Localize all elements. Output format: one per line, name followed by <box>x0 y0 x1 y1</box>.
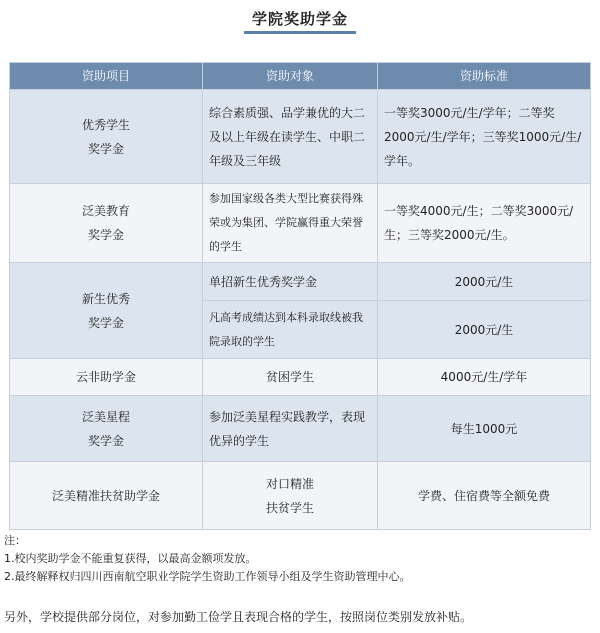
item-cell: 泛美精准扶贫助学金 <box>10 462 203 530</box>
header-cell: 资助标准 <box>378 63 591 90</box>
note-line: 1.校内奖助学金不能重复获得，以最高金额项发放。 <box>4 552 257 565</box>
item-line: 奖学金 <box>87 228 124 242</box>
item-cell <box>10 90 203 184</box>
item-line: 奖学金 <box>87 141 124 156</box>
item-cell <box>10 263 203 359</box>
standard-cell: 2000元/生 <box>378 263 591 301</box>
footer-text: 另外，学校提供部分岗位，对参加勤工俭学且表现合格的学生，按照岗位类别发放补贴。 <box>4 610 473 624</box>
item-line: 泛美星程 <box>81 409 130 424</box>
item-line: 奖学金 <box>87 433 124 448</box>
note-line: 注： <box>4 534 26 547</box>
target-cell: 综合素质强、品学兼优的大二及以上年级在读学生、中职二年级及三年级 <box>203 90 378 184</box>
target-cell: 参加国家级各类大型比赛获得殊荣或为集团、学院赢得重大荣誉的学生 <box>203 184 378 263</box>
title-area <box>0 0 600 34</box>
table-row <box>10 396 591 462</box>
table-header-row <box>10 63 591 90</box>
item-line: 泛美教育 <box>81 204 130 218</box>
target-cell <box>203 462 378 530</box>
target-cell: 凡高考成绩达到本科录取线被我院录取的学生 <box>203 301 378 359</box>
target-line: 扶贫学生 <box>265 500 314 515</box>
note-line: 2.最终解释权归四川西南航空职业学院学生资助工作领导小组及学生资助管理中心。 <box>4 570 411 583</box>
item-cell: 云非助学金 <box>10 359 203 396</box>
item-line: 优秀学生 <box>81 117 130 132</box>
page-title: 学院奖助学金 <box>244 8 356 34</box>
target-cell: 参加泛美星程实践教学，表现优异的学生 <box>203 396 378 462</box>
table-row <box>10 90 591 184</box>
scholarship-table <box>9 62 591 530</box>
header-cell: 资助对象 <box>203 63 378 90</box>
target-cell: 贫困学生 <box>203 359 378 396</box>
table-row <box>10 359 591 396</box>
item-line: 奖学金 <box>87 315 124 330</box>
standard-cell: 一等奖3000元/生/学年；二等奖2000元/生/学年；三等奖1000元/生/学年。 <box>378 90 591 184</box>
item-cell <box>10 396 203 462</box>
table-row <box>10 184 591 263</box>
standard-cell: 每生1000元 <box>378 396 591 462</box>
header-cell: 资助项目 <box>10 63 203 90</box>
table-row <box>10 462 591 530</box>
standard-cell: 学费、住宿费等全额免费 <box>378 462 591 530</box>
table-row <box>10 263 591 301</box>
item-cell <box>10 184 203 263</box>
target-line: 对口精准 <box>265 476 314 491</box>
item-line: 新生优秀 <box>81 291 130 306</box>
target-cell: 单招新生优秀奖学金 <box>203 263 378 301</box>
standard-cell: 一等奖4000元/生；二等奖3000元/生；三等奖2000元/生。 <box>378 184 591 263</box>
standard-cell: 2000元/生 <box>378 301 591 359</box>
notes <box>4 532 411 586</box>
standard-cell: 4000元/生/学年 <box>378 359 591 396</box>
